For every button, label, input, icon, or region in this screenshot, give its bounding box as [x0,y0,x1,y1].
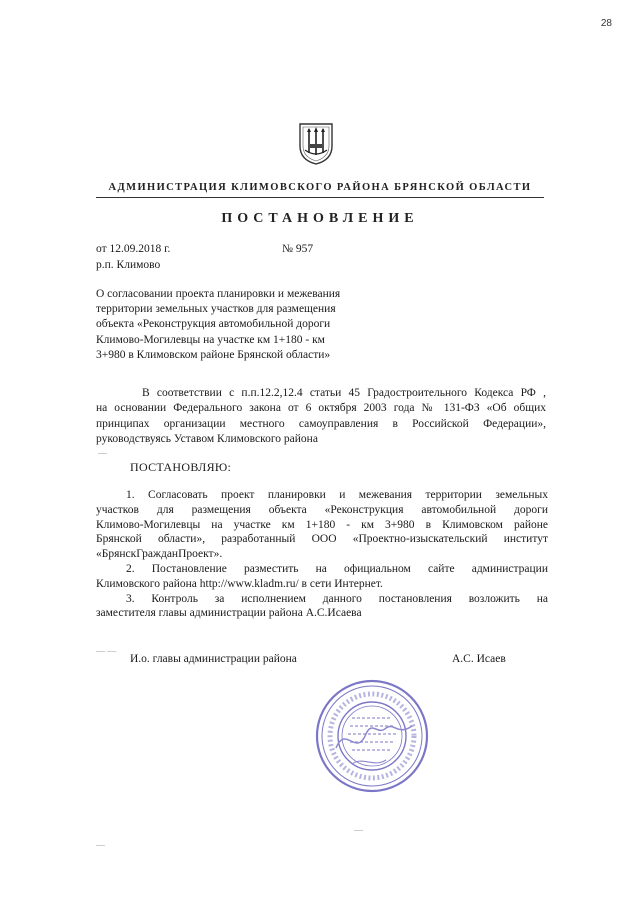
header-divider [96,197,544,198]
subject-line: О согласовании проекта планировки и межевания [96,288,341,300]
resolve-heading: ПОСТАНОВЛЯЮ: [130,460,232,474]
document-place: р.п. Климово [96,259,161,271]
item-line: 2. Постановление разместить на официальном сайте администрации [126,562,548,575]
coat-of-arms-emblem [296,120,336,166]
official-seal-stamp [312,676,432,796]
preamble-line: принципах организации местного самоуправления в Российской Федерации», [96,417,546,430]
subject-line: территории земельных участков для размещения [96,303,336,316]
preamble-line: В соответствии с п.п.12.2,12.4 статьи 45 Градостроительного Кодекса РФ , [142,387,546,399]
preamble-line: руководствуясь Уставом Климовского района [96,433,318,446]
signatory-role: И.о. главы администрации района [130,653,297,665]
item-line: 1. Согласовать проект планировки и межевания территории земельных [126,489,548,501]
document-type-heading: ПОСТАНОВЛЕНИЕ [221,211,419,226]
document-number: № 957 [282,243,314,255]
subject-block [96,287,386,363]
item-line: Климовского района http://www.kladm.ru/ в сети Интернет. [96,577,383,590]
page-number: 28 [600,18,612,29]
scan-mark: — [354,825,363,835]
item-line: Климово-Могилевцы на участке км 1+180 - км 3+980 в Климовском районе [96,518,548,531]
item-line: 3. Контроль за исполнением данного постановления возложить на [126,592,548,605]
preamble-paragraph [96,386,546,448]
document-date: от 12.09.2018 г. [96,243,171,255]
subject-line: Климово-Могилевцы на участке км 1+180 - км [96,333,325,346]
scan-mark: — — [96,646,117,656]
preamble-line: на основании Федерального закона от 6 октября 2003 года № 131-ФЗ «Об общих [96,402,546,415]
subject-line: 3+980 в Климовском районе Брянской области» [96,348,331,361]
signatory-name: А.С. Исаев [452,653,506,665]
item-line: Брянской области», разработанный ООО «Проектно-изыскательский институт [96,533,548,546]
resolution-items [96,488,548,621]
scan-mark: — [98,448,107,458]
item-line: участков для размещения объекта «Реконструкция автомобильной дороги [96,503,548,516]
scan-mark: — [96,840,105,850]
subject-line: объекта «Реконструкция автомобильной дороги [96,318,331,331]
administration-title: АДМИНИСТРАЦИЯ КЛИМОВСКОГО РАЙОНА БРЯНСКОЙ ОБЛАСТИ [108,182,532,193]
item-line: заместителя главы администрации района А.С.Исаева [96,607,362,620]
item-line: «БрянскГражданПроект». [96,548,223,561]
